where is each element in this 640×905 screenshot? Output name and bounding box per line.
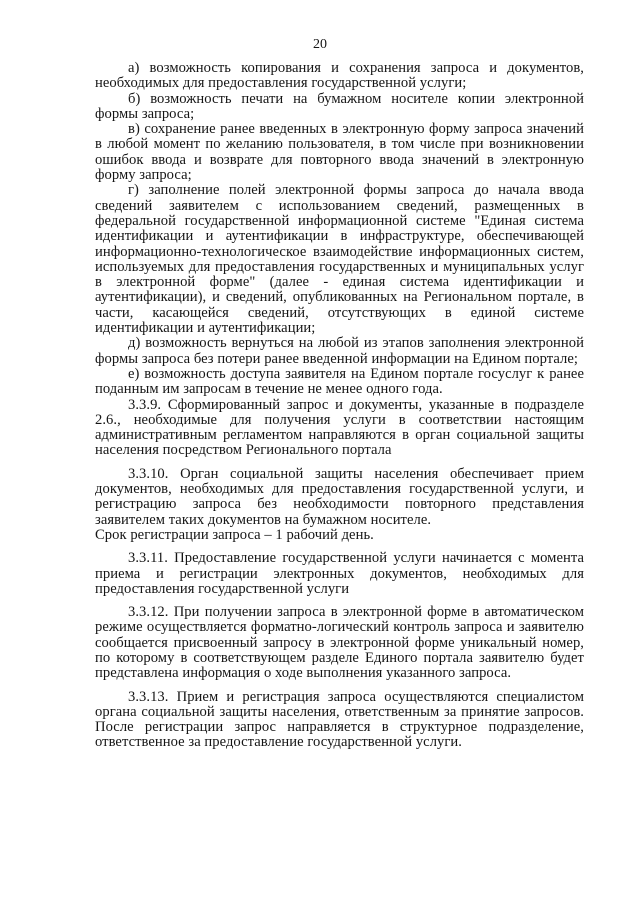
section-3-3-12: 3.3.12. При получении запроса в электронной форме в автоматическом режиме осуществляется форматно-логический контроль запроса и заявителю сообщается присвоенный запросу в электронной форме уникальный номер, по которому в соответствующем разделе Единого портала заявителю будет представлена информация о ходе выполнения указанного запроса. [95,604,584,682]
page-number: 20 [313,37,327,52]
registration-term: Срок регистрации запроса – 1 рабочий день. [95,526,374,543]
section-3-3-10: 3.3.10. Орган социальной защиты населения обеспечивает прием документов, необходимых для предоставления государственной услуги, и регистрацию запроса без необходимости повторного представления заявителем таких документов на бумажном носителе. [95,465,584,528]
paragraph-g: г) заполнение полей электронной формы запроса до начала ввода сведений заявителем с использованием сведений, размещенных в федеральной государственной информационной системе "Единая система идентификации и аутентификации в инфраструктуре, обеспечивающей информационно-технологическое взаимодействие информационных систем, используемых для предоставления государственных и муниципальных услуг в электронной форме" (далее - единая система идентификации и аутентификации), и сведений, опубликованных на Региональном портале, в части, касающейся сведений, отсутствующих в единой системе идентификации и аутентификации; [95,182,584,337]
section-3-3-9: 3.3.9. Сформированный запрос и документы, указанные в подразделе 2.6., необходимые для получения услуги в соответствии настоящим административным регламентом направляются в орган социальной защиты населения посредством Регионального портала [95,396,584,459]
document-body [95,61,584,751]
paragraph-e: е) возможность доступа заявителя на Едином портале госуслуг к ранее поданным им запросам в течение не менее одного года. [95,365,584,398]
paragraph-b: б) возможность печати на бумажном носителе копии электронной формы запроса; [95,90,584,122]
paragraph-v: в) сохранение ранее введенных в электронную форму запроса значений в любой момент по желанию пользователя, в том числе при возникновении ошибок ввода и возврате для повторного ввода значений в электронную форму запроса; [95,121,584,184]
section-3-3-11: 3.3.11. Предоставление государственной услуги начинается с момента приема и регистрации электронных документов, необходимых для предоставления государственной услуги [95,550,584,597]
paragraph-a: а) возможность копирования и сохранения запроса и документов, необходимых для предоставления государственной услуги; [95,60,584,92]
paragraph-d: д) возможность вернуться на любой из этапов заполнения электронной формы запроса без потери ранее введенной информации на Едином портале; [95,335,584,367]
section-3-3-13: 3.3.13. Прием и регистрация запроса осуществляются специалистом органа социальной защиты населения, ответственным за принятие запросов. После регистрации запрос направляется в структурное подразделение, ответственное за предоставление государственной услуги. [95,688,584,751]
